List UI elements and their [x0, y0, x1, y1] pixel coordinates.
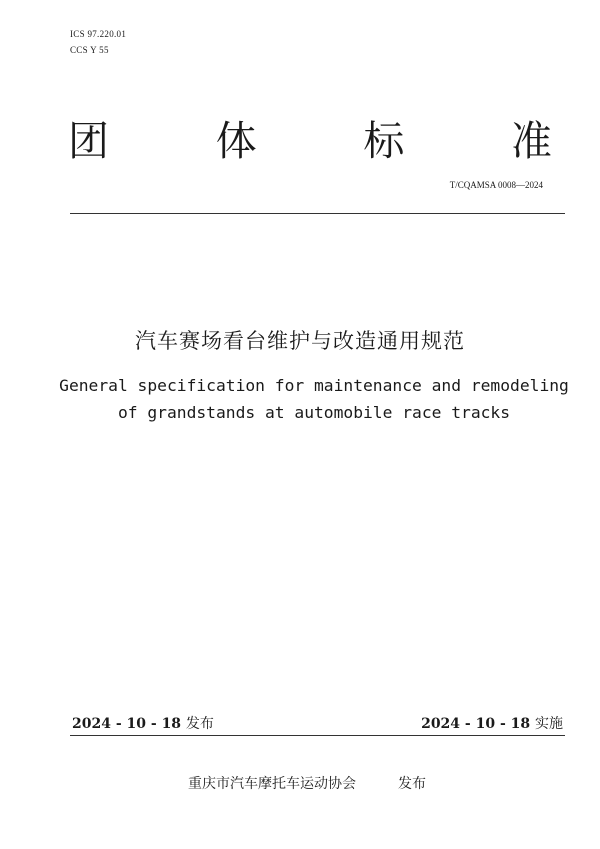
publish-label: 发布 — [185, 716, 214, 732]
publish-date — [72, 715, 214, 733]
standard-type-char-2: 体 — [215, 117, 257, 165]
ccs-code: CCS Y 55 — [70, 45, 109, 55]
chinese-title: 汽车赛场看台维护与改造通用规范 — [135, 329, 465, 353]
standard-type-char-1: 团 — [68, 117, 109, 165]
bottom-divider — [70, 735, 565, 736]
standard-type-title — [68, 116, 552, 166]
english-title-line-2: of grandstands at automobile race tracks — [117, 403, 511, 422]
standard-type-char-3: 标 — [363, 117, 405, 165]
standard-number: T/CQAMSA 0008—2024 — [449, 180, 543, 190]
publish-date-value: 2024 - 10 - 18 — [72, 716, 186, 732]
implement-label: 实施 — [535, 716, 563, 732]
english-title-line-1: General specification for maintenance and remodeling — [59, 376, 569, 395]
issuer-action: 发布 — [398, 776, 426, 792]
implement-date — [421, 715, 563, 733]
top-divider — [70, 213, 565, 214]
ics-code: ICS 97.220.01 — [70, 29, 127, 39]
standard-type-char-4: 准 — [510, 117, 552, 165]
issuer-name: 重庆市汽车摩托车运动协会 — [188, 776, 356, 792]
implement-date-value: 2024 - 10 - 18 — [421, 716, 535, 732]
